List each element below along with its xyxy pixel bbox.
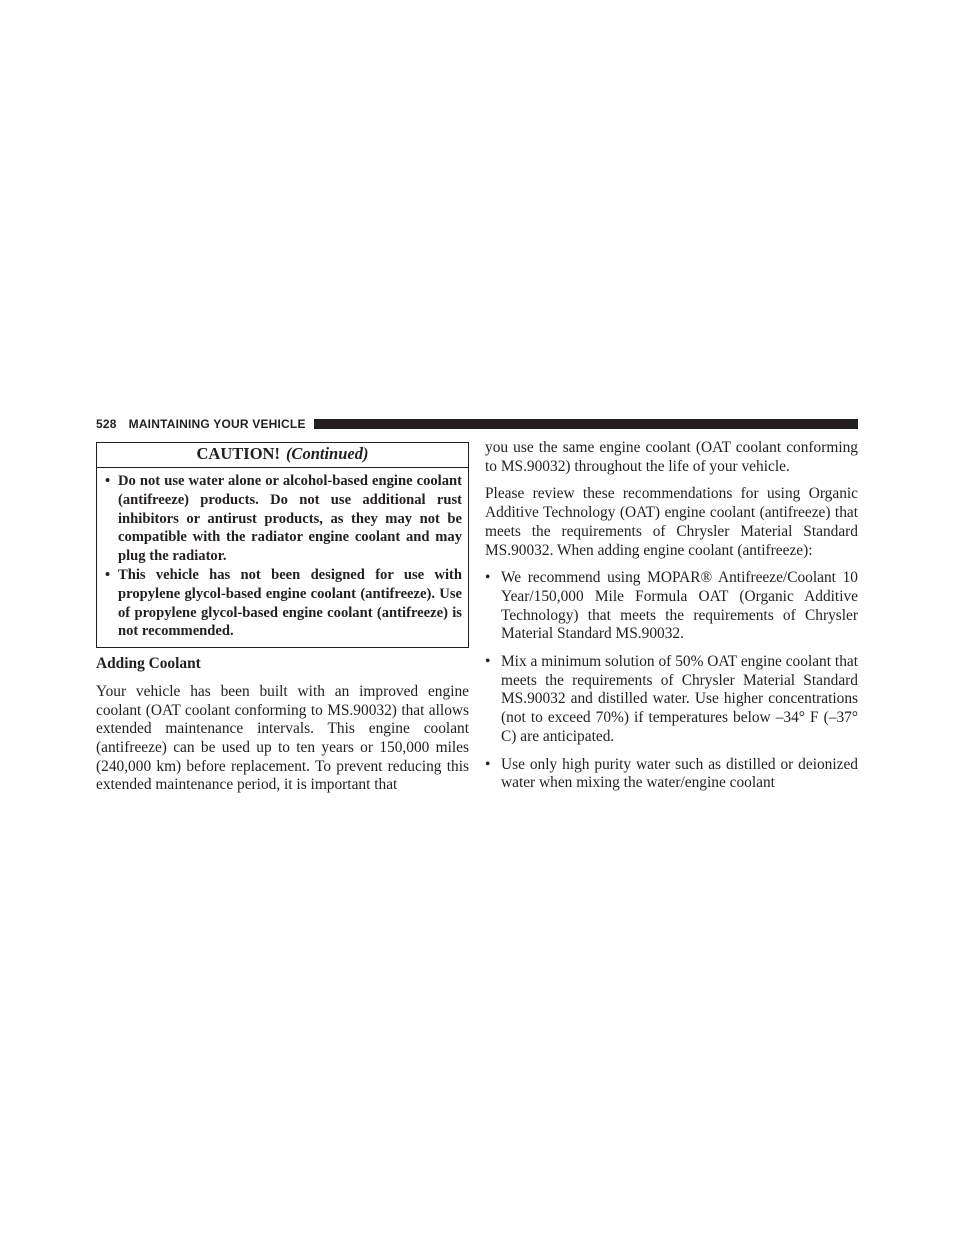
recommendations-intro: Please review these recommendations for using Organic Additive Technology (OAT) engine coolant (antifreeze) that meets the requirements of Chrysler Material Standard MS.90032. When adding engine coolant (antifreeze): [485, 485, 858, 559]
bullet-icon: • [485, 653, 491, 671]
recommendation-text: Use only high purity water such as distilled or deionized water when mixing the water/engine coolant [501, 755, 858, 792]
page-number: 528 [96, 417, 117, 431]
page-header [96, 417, 858, 431]
recommendation-item [485, 653, 858, 747]
section-title: MAINTAINING YOUR VEHICLE [128, 417, 306, 431]
adding-coolant-heading: Adding Coolant [96, 655, 201, 673]
caution-list [97, 468, 468, 647]
caution-item [103, 566, 462, 641]
left-column [96, 442, 469, 804]
header-rule-bar [314, 419, 858, 429]
caution-item-text: Do not use water alone or alcohol-based engine coolant (antifreeze) products. Do not use additional rust inhibitors or antirust products, as they may not be compatible with the radiator engine coolant and may plug the radiator. [118, 473, 462, 565]
caution-title [97, 443, 468, 468]
recommendation-item [485, 756, 858, 793]
caution-item-text: This vehicle has not been designed for use with propylene glycol-based engine coolant (antifreeze). Use of propylene glycol-based engine coolant (antifreeze) is not recommended. [118, 566, 462, 640]
recommendation-text: Mix a minimum solution of 50% OAT engine coolant that meets the requirements of Chrysler Material Standard MS.90032 and distilled water. Use higher concentrations (not to exceed 70%) if temperatures below –34° F (–37° C) are anticipated. [501, 653, 858, 745]
caution-label: CAUTION! [196, 444, 280, 463]
bullet-icon: • [105, 566, 111, 583]
recommendation-item [485, 569, 858, 644]
caution-continued-label: (Continued) [285, 444, 369, 463]
right-column [485, 439, 858, 802]
caution-item [103, 472, 462, 566]
recommendation-list [485, 569, 858, 793]
bullet-icon: • [105, 473, 111, 489]
bullet-icon: • [485, 569, 491, 587]
caution-box [96, 442, 469, 648]
continuation-paragraph: you use the same engine coolant (OAT coolant conforming to MS.90032) throughout the life of your vehicle. [485, 439, 858, 475]
bullet-icon: • [485, 755, 491, 773]
adding-coolant-paragraph: Your vehicle has been built with an improved engine coolant (OAT coolant conforming to MS.90032) that allows extended maintenance intervals. This engine coolant (antifreeze) can be used up to ten years or 150,000 miles (240,000 km) before replacement. To prevent reducing this extended maintenance period, it is important that [96, 682, 469, 794]
recommendation-text: We recommend using MOPAR® Antifreeze/Coolant 10 Year/150,000 Mile Formula OAT (Organic Additive Technology) that meets the requirements of Chrysler Material Standard MS.90032. [501, 569, 858, 643]
